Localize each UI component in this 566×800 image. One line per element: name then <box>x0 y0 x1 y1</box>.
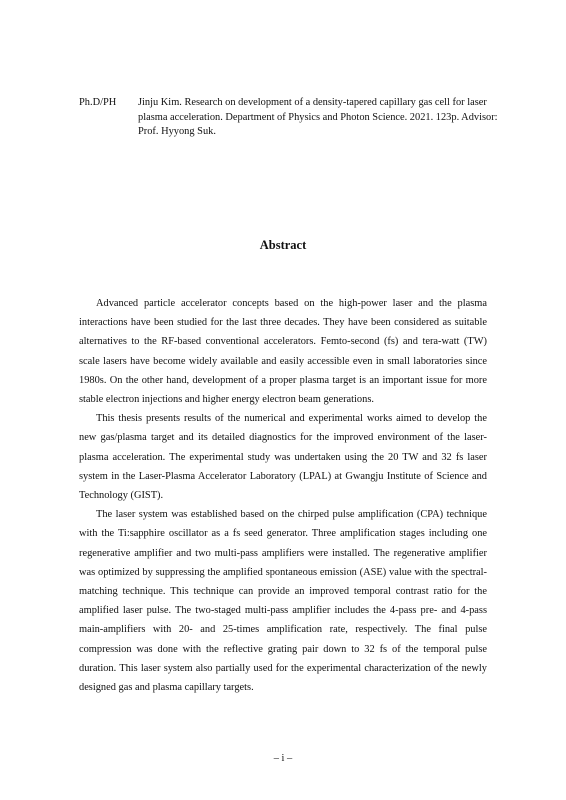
thesis-citation <box>79 96 509 140</box>
abstract-body <box>79 294 487 697</box>
abstract-paragraph-2: This thesis presents results of the numerical and experimental works aimed to develop the new gas/plasma target and its detailed diagnostics for the improved environment of the laser-plasma acceleration. The experimental study was undertaken using the 20 TW and 32 fs laser system in the Laser-Plasma Accelerator Laboratory (LPAL) at Gwangju Institute of Science and Technology (GIST). <box>79 413 487 502</box>
citation-reference: Jinju Kim. Research on development of a density-tapered capillary gas cell for laser plasma acceleration. Department of Physics and Photon Science. 2021. 123p. Advisor: Prof. Hyyong Suk. <box>138 97 498 137</box>
degree-label: Ph.D/PH <box>79 97 117 108</box>
page-number: – i – <box>273 753 293 764</box>
abstract-paragraph-3: The laser system was established based on the chirped pulse amplification (CPA) technique with the Ti:sapphire oscillator as a fs seed generator. Three amplification stages including one regenerative amplifier and two multi-pass amplifiers were installed. The regenerative amplifier was optimized by suppressing the amplified spontaneous emission (ASE) value with the spectral-matching technique. This technique can provide an improved temporal contrast ratio for the amplified laser pulse. The two-staged multi-pass amplifier includes the 4-pass pre- and 4-pass main-amplifiers with 20- and 25-times amplification rate, respectively. The final pulse compression was done with the reflective grating pair down to 32 fs of the temporal pulse duration. This laser system also partially used for the experimental characterization of the newly designed gas and plasma capillary targets. <box>79 509 487 694</box>
abstract-title: Abstract <box>259 238 307 252</box>
abstract-paragraph-1: Advanced particle accelerator concepts based on the high-power laser and the plasma interactions have been studied for the last three decades. They have been considered as suitable alternatives to the RF-based conventional accelerators. Femto-second (fs) and tera-watt (TW) scale lasers have become widely available and easily accessible even in small laboratories since 1980s. On the other hand, development of a proper plasma target is an important issue for more stable electron injections and higher energy electron beam generations. <box>79 298 487 406</box>
